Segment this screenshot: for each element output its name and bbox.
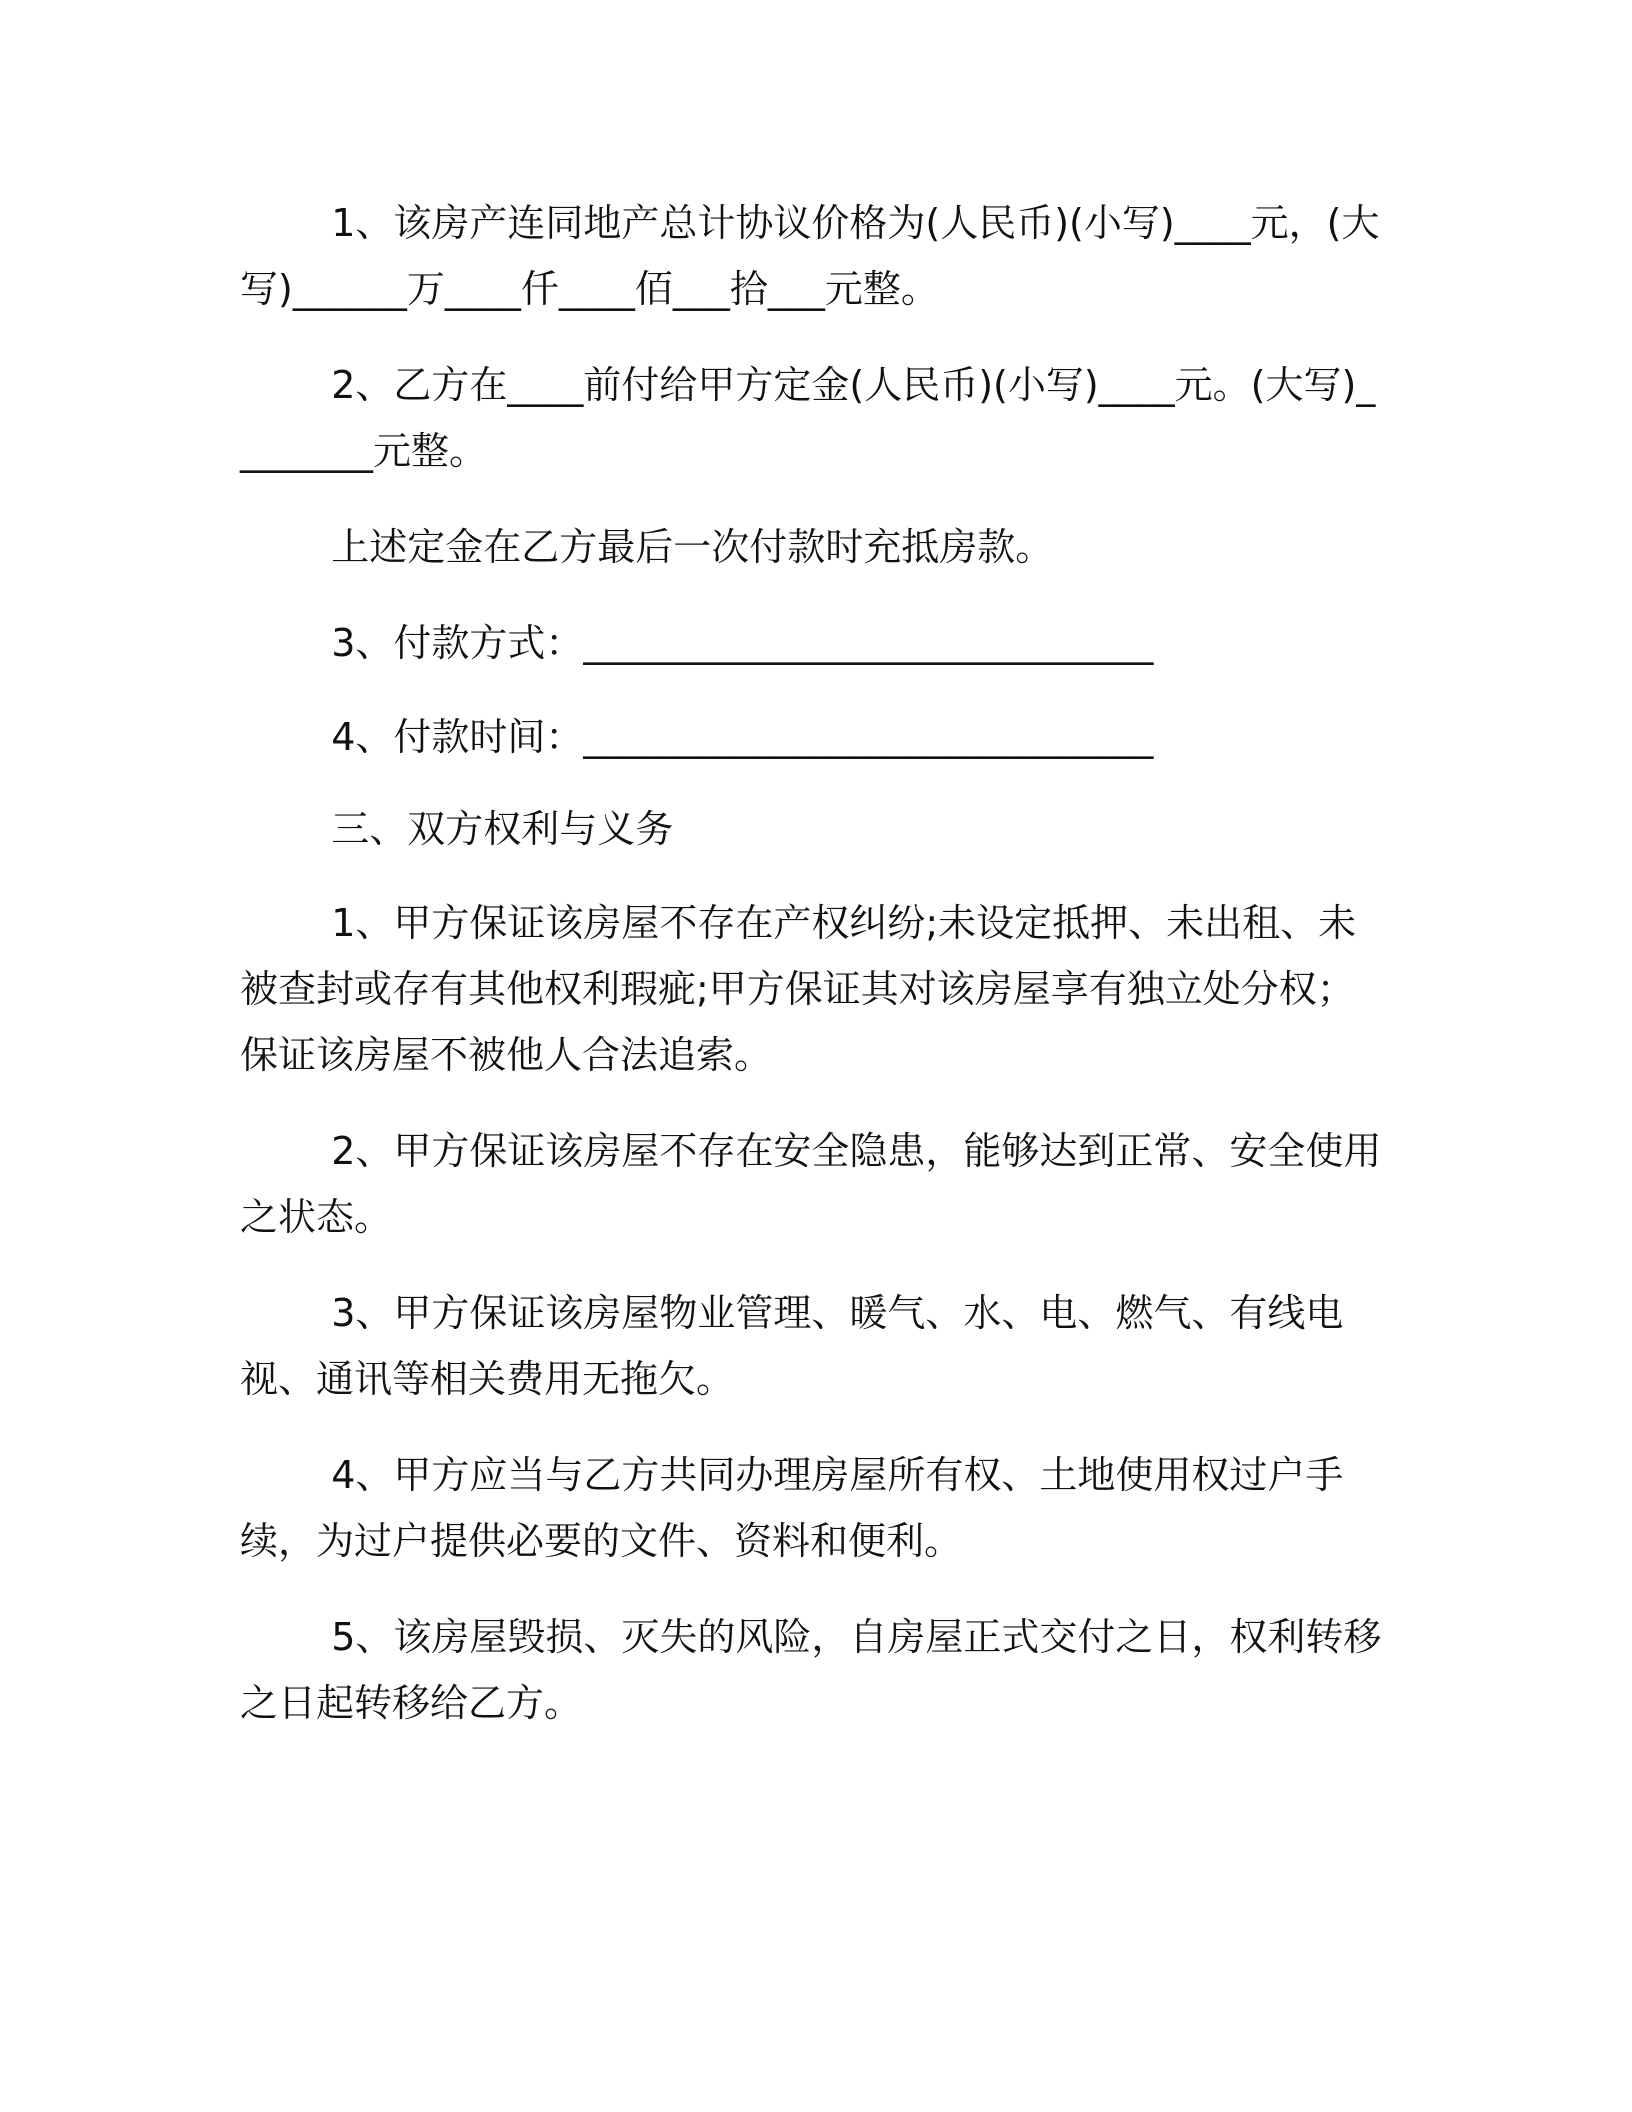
deposit-offset-note: 上述定金在乙方最后一次付款时充抵房款。	[331, 525, 1054, 569]
transfer-procedure-clause: 4、甲方应当与乙方共同办理房屋所有权、土地使用权过户手续，为过户提供必要的文件、资料和便利。	[240, 1453, 1344, 1563]
seller-title-guarantee-clause: 1、甲方保证该房屋不存在产权纠纷;未设定抵押、未出租、未被查封或存有其他权利瑕疵;甲方保证其对该房屋享有独立处分权；保证该房屋不被他人合法追索。	[240, 901, 1357, 1077]
document-body	[240, 190, 1390, 1736]
payment-time-clause: 4、付款时间：______________________________	[331, 715, 1154, 759]
seller-safety-guarantee-clause: 2、甲方保证该房屋不存在安全隐患，能够达到正常、安全使用之状态。	[240, 1129, 1382, 1239]
section-heading-rights-obligations: 三、双方权利与义务	[331, 807, 674, 851]
price-clause: 1、该房产连同地产总计协议价格为(人民币)(小写)____元，(大写)______万____仟____佰___拾___元整。	[240, 201, 1380, 311]
risk-transfer-clause: 5、该房屋毁损、灭失的风险，自房屋正式交付之日，权利转移之日起转移给乙方。	[240, 1615, 1382, 1725]
deposit-clause: 2、乙方在____前付给甲方定金(人民币)(小写)____元。(大写)________元整。	[240, 363, 1376, 473]
seller-fees-guarantee-clause: 3、甲方保证该房屋物业管理、暖气、水、电、燃气、有线电视、通讯等相关费用无拖欠。	[240, 1291, 1344, 1401]
payment-method-clause: 3、付款方式：______________________________	[331, 621, 1154, 665]
